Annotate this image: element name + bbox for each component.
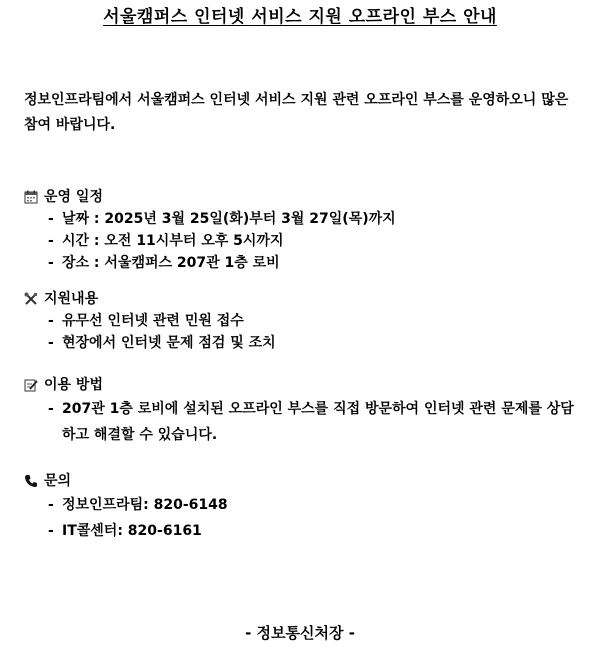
contact-it-callcenter: IT콜센터: 820-6161 bbox=[62, 523, 202, 539]
intro-paragraph: 정보인프라팀에서 서울캠퍼스 인터넷 서비스 지원 관련 오프라인 부스를 운영하오니 많은 참여 바랍니다. bbox=[24, 92, 569, 133]
list-dash: - bbox=[48, 497, 54, 513]
section-heading-label: 이용 방법 bbox=[44, 377, 103, 393]
notice-title: 서울캠퍼스 인터넷 서비스 지원 오프라인 부스 안내 bbox=[103, 7, 497, 27]
section-heading-label: 문의 bbox=[44, 473, 72, 489]
section-contact-heading bbox=[24, 470, 584, 492]
section-contact bbox=[24, 470, 584, 544]
list-item bbox=[24, 518, 584, 544]
section-support-heading bbox=[24, 288, 584, 310]
list-dash: - bbox=[48, 335, 54, 351]
section-support bbox=[24, 288, 584, 354]
section-heading-label: 지원내용 bbox=[44, 291, 99, 307]
list-dash: - bbox=[48, 211, 54, 227]
memo-icon bbox=[24, 378, 38, 392]
list-item bbox=[24, 230, 584, 252]
contact-infra-team: 정보인프라팀: 820-6148 bbox=[62, 497, 228, 513]
list-dash: - bbox=[48, 523, 54, 539]
calendar-icon bbox=[24, 190, 38, 204]
schedule-date: 날짜 : 2025년 3월 25일(화)부터 3월 27일(목)까지 bbox=[62, 211, 396, 227]
section-schedule-heading bbox=[24, 186, 584, 208]
list-dash: - bbox=[48, 255, 54, 271]
list-item bbox=[24, 332, 584, 354]
list-item bbox=[24, 396, 584, 448]
phone-icon bbox=[24, 474, 38, 488]
list-item bbox=[24, 492, 584, 518]
section-heading-label: 운영 일정 bbox=[44, 189, 103, 205]
section-schedule bbox=[24, 186, 584, 274]
section-usage bbox=[24, 374, 584, 448]
section-usage-heading bbox=[24, 374, 584, 396]
schedule-time: 시간 : 오전 11시부터 오후 5시까지 bbox=[62, 233, 284, 249]
support-item: 현장에서 인터넷 문제 점검 및 조치 bbox=[62, 335, 276, 351]
tools-icon bbox=[24, 292, 38, 306]
list-item bbox=[24, 208, 584, 230]
support-item: 유무선 인터넷 관련 민원 접수 bbox=[62, 313, 244, 329]
list-dash: - bbox=[48, 313, 54, 329]
list-item bbox=[24, 252, 584, 274]
list-dash: - bbox=[48, 233, 54, 249]
schedule-location: 장소 : 서울캠퍼스 207관 1층 로비 bbox=[62, 255, 280, 271]
list-dash: - bbox=[48, 401, 54, 417]
footer-signature: - 정보통신처장 - bbox=[245, 624, 355, 642]
usage-description: 207관 1층 로비에 설치된 오프라인 부스를 직접 방문하여 인터넷 관련 문제를 상담하고 해결할 수 있습니다. bbox=[62, 401, 574, 443]
list-item bbox=[24, 310, 584, 332]
